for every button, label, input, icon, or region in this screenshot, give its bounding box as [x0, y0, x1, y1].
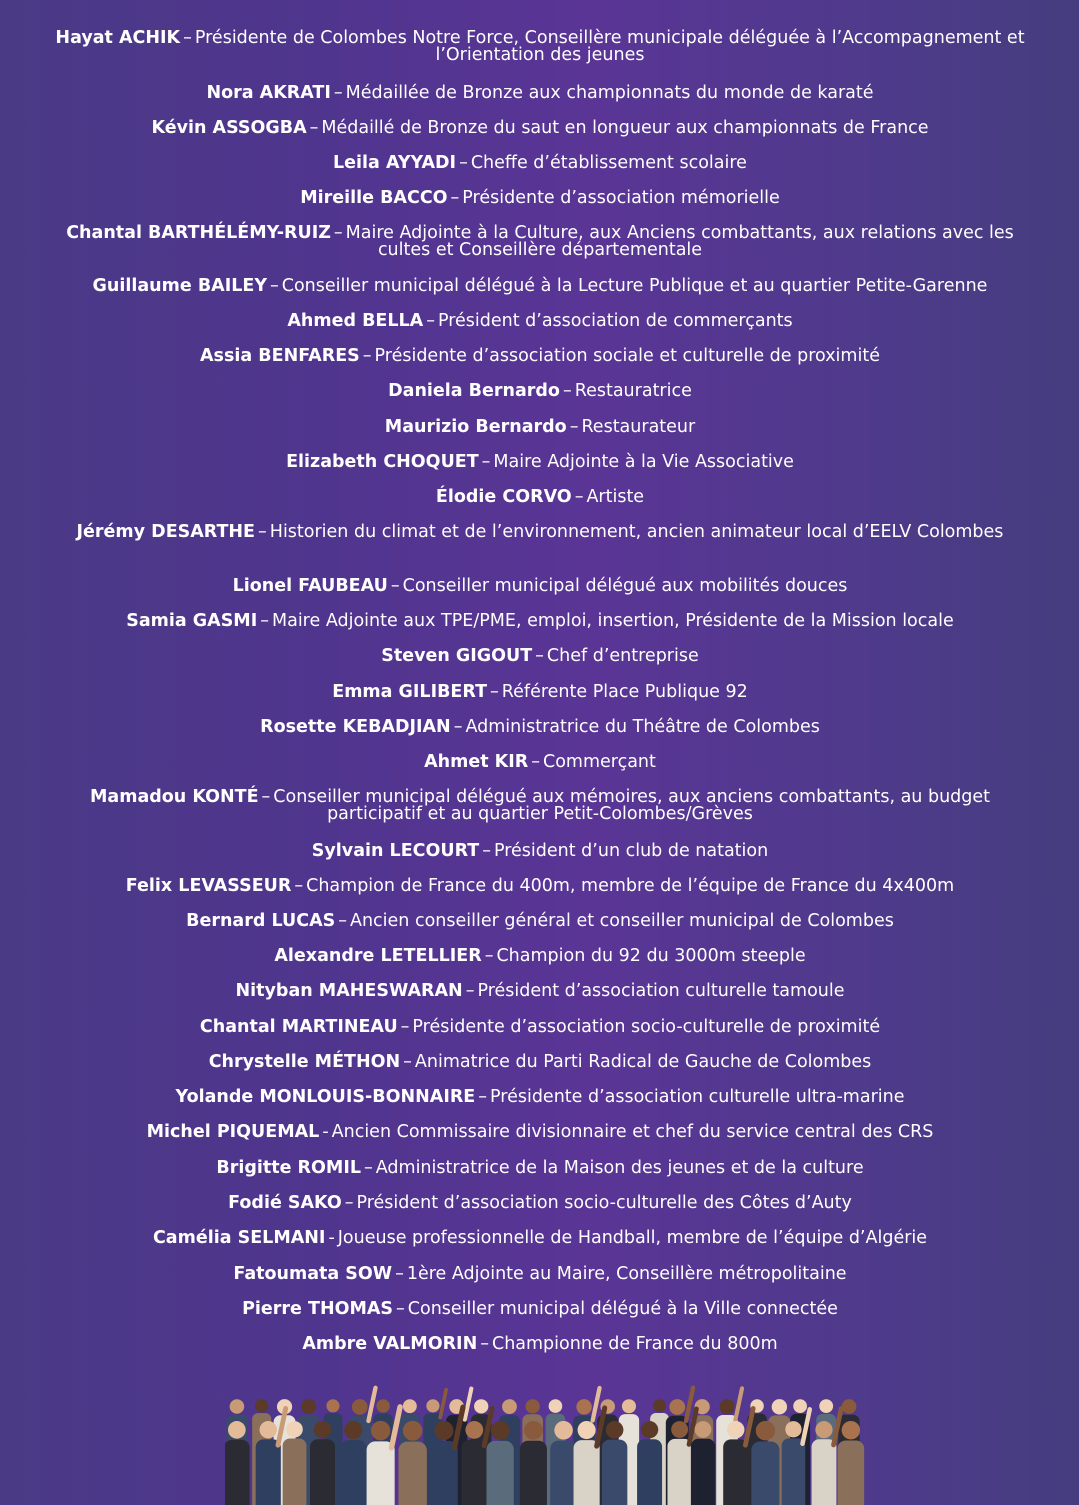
person-body-shape: [520, 1441, 547, 1505]
member-entry: [40, 489, 1040, 506]
member-name: Lionel FAUBEAU: [232, 576, 388, 596]
member-entry: [40, 120, 1040, 137]
person-head-shape: [376, 1399, 389, 1412]
member-name: Guillaume BAILEY: [92, 276, 267, 296]
member-role: Présidente d’association mémorielle: [462, 188, 780, 208]
member-role: Animatrice du Parti Radical de Gauche de Colombes: [414, 1052, 872, 1072]
member-name: Michel PIQUEMAL: [146, 1122, 320, 1142]
member-role: Référente Place Publique 92: [501, 682, 748, 702]
separator-dash: –: [574, 487, 584, 507]
member-name: Chantal BARTHÉLÉMY-RUIZ: [66, 223, 331, 243]
separator-dash: –: [258, 522, 267, 542]
member-entry: [40, 225, 1040, 259]
person-body-shape: [637, 1439, 662, 1505]
member-entry: [40, 578, 1040, 595]
raised-arm-shape: [686, 1388, 693, 1421]
separator-dash: –: [490, 682, 499, 702]
person-head-shape: [260, 1421, 277, 1438]
member-role: Restaurateur: [581, 417, 696, 437]
raised-arm-shape: [465, 1389, 472, 1420]
person-head-shape: [756, 1421, 775, 1440]
member-entry: [40, 789, 1040, 823]
member-name: Mireille BACCO: [300, 188, 448, 208]
separator-dash: –: [482, 841, 491, 861]
person-body-shape: [398, 1442, 426, 1505]
member-name: Sylvain LECOURT: [311, 841, 480, 861]
person-head-shape: [352, 1399, 368, 1415]
member-entry: [40, 1054, 1040, 1071]
person-head-shape: [255, 1399, 268, 1412]
member-entry: [40, 843, 1040, 860]
member-role: Ancien conseiller général et conseiller municipal de Colombes: [349, 911, 894, 931]
person-head-shape: [230, 1399, 245, 1414]
person-head-shape: [842, 1399, 857, 1414]
member-role: Ancien Commissaire divisionnaire et chef du service central des CRS: [331, 1122, 934, 1142]
person-body-shape: [751, 1441, 779, 1505]
member-entry: [40, 85, 1040, 102]
member-entry: [40, 1266, 1040, 1283]
member-entry: [40, 419, 1040, 436]
person-head-shape: [793, 1399, 807, 1413]
member-name: Bernard LUCAS: [186, 911, 336, 931]
member-entry: [40, 1230, 1040, 1247]
member-entry: [40, 313, 1040, 330]
person-head-shape: [606, 1421, 624, 1439]
separator-dash: –: [183, 28, 192, 48]
person-body-shape: [430, 1441, 457, 1505]
person-head-shape: [326, 1399, 339, 1412]
separator-dash: –: [562, 381, 572, 401]
member-name: Mamadou KONTÉ: [89, 787, 259, 807]
person-head-shape: [301, 1399, 316, 1414]
person-head-shape: [286, 1421, 302, 1437]
person-head-shape: [578, 1421, 596, 1439]
separator-dash: –: [450, 188, 460, 208]
person-body-shape: [256, 1439, 281, 1505]
member-name: Assia BENFARES: [200, 346, 360, 366]
member-role: Médaillé de Bronze du saut en longueur aux championnats de France: [321, 118, 929, 138]
member-name: Alexandre LETELLIER: [274, 946, 482, 966]
member-entry: [40, 719, 1040, 736]
member-role: Artiste: [586, 487, 645, 507]
member-role: Joueuse professionnelle de Handball, membre de l’équipe d’Algérie: [337, 1228, 928, 1248]
member-name: Felix LEVASSEUR: [125, 876, 292, 896]
member-role: Président d’association culturelle tamoule: [477, 981, 845, 1001]
person-head-shape: [434, 1421, 453, 1440]
member-name: Elizabeth CHOQUET: [286, 452, 479, 472]
member-role: Conseiller municipal délégué aux mobilités douces: [402, 576, 848, 596]
member-role: Président d’association de commerçants: [437, 311, 793, 331]
member-role: Administratrice de la Maison des jeunes et de la culture: [375, 1158, 864, 1178]
member-name: Pierre THOMAS: [242, 1299, 394, 1319]
member-name: Samia GASMI: [126, 611, 258, 631]
person-head-shape: [653, 1399, 666, 1412]
member-role: Champion de France du 400m, membre de l’équipe de France du 4x400m: [306, 876, 955, 896]
member-entry: [40, 524, 1040, 541]
person-body-shape: [723, 1439, 748, 1505]
raised-arm-shape: [593, 1388, 600, 1421]
person-head-shape: [622, 1399, 636, 1413]
person-body-shape: [283, 1438, 307, 1505]
raised-arm-shape: [368, 1388, 375, 1421]
member-role: Conseiller municipal délégué à la Lecture Publique et au quartier Petite-Garenne: [281, 276, 988, 296]
member-name: Rosette KEBADJIAN: [260, 717, 451, 737]
separator-dash: –: [333, 223, 343, 243]
person-head-shape: [403, 1399, 417, 1413]
raised-arm-shape: [440, 1390, 446, 1418]
person-head-shape: [554, 1421, 573, 1440]
person-body-shape: [838, 1440, 865, 1505]
member-name: Daniela Bernardo: [388, 381, 560, 401]
separator-dash: –: [481, 452, 491, 472]
person-body-shape: [812, 1439, 837, 1505]
person-body-shape: [367, 1441, 395, 1505]
person-head-shape: [727, 1421, 744, 1438]
member-entry: [40, 1019, 1040, 1036]
member-name: Chantal MARTINEAU: [199, 1017, 398, 1037]
member-entry: [40, 878, 1040, 895]
person-head-shape: [228, 1421, 246, 1439]
person-body-shape: [486, 1441, 513, 1505]
person-head-shape: [819, 1399, 833, 1413]
separator-dash: –: [344, 1193, 354, 1213]
member-role: Chef d’entreprise: [546, 646, 699, 666]
separator-dash: –: [364, 1158, 373, 1178]
member-role: Présidente d’association sociale et culturelle de proximité: [374, 346, 880, 366]
person-head-shape: [785, 1421, 801, 1437]
separator-dash: -: [328, 1228, 335, 1248]
member-name: Ahmed BELLA: [287, 311, 424, 331]
separator-dash: –: [395, 1264, 404, 1284]
raised-arm-shape: [735, 1388, 742, 1420]
member-role: Présidente d’association socio-culturelle de proximité: [412, 1017, 881, 1037]
member-entry: [40, 913, 1040, 930]
person-head-shape: [524, 1421, 543, 1440]
member-entry: [40, 1124, 1040, 1141]
person-body-shape: [667, 1439, 691, 1505]
person-head-shape: [720, 1399, 735, 1414]
separator-dash: –: [400, 1017, 410, 1037]
person-body-shape: [782, 1438, 806, 1505]
member-entry: [40, 754, 1040, 771]
person-head-shape: [465, 1421, 483, 1439]
separator-dash: –: [309, 118, 319, 138]
member-role: Historien du climat et de l’environnement, ancien animateur local d’EELV Colombes: [269, 522, 1004, 542]
person-head-shape: [403, 1421, 423, 1441]
person-head-shape: [641, 1421, 658, 1438]
separator-dash: –: [459, 153, 468, 173]
member-role: Conseiller municipal délégué aux mémoires, aux anciens combattants, au budget participatif et au quartier Petit-Colombes/Grèves: [273, 787, 991, 824]
separator-dash: –: [294, 876, 304, 896]
member-entry: [40, 1336, 1040, 1353]
separator-dash: –: [531, 752, 540, 772]
person-head-shape: [815, 1421, 832, 1438]
member-name: Chrystelle MÉTHON: [208, 1052, 401, 1072]
member-entry: [40, 684, 1040, 701]
person-body-shape: [225, 1440, 250, 1505]
person-body-shape: [691, 1439, 715, 1505]
member-entry: [40, 613, 1040, 630]
person-head-shape: [314, 1421, 331, 1438]
member-role: Administratrice du Théâtre de Colombes: [465, 717, 820, 737]
separator-dash: –: [480, 1334, 489, 1354]
member-name: Maurizio Bernardo: [384, 417, 567, 437]
person-head-shape: [371, 1421, 390, 1440]
separator-dash: –: [569, 417, 579, 437]
separator-dash: –: [396, 1299, 405, 1319]
member-name: Jérémy DESARTHE: [76, 522, 256, 542]
member-name: Steven GIGOUT: [381, 646, 533, 666]
member-entry: [40, 1195, 1040, 1212]
person-head-shape: [772, 1399, 787, 1414]
separator-dash: -: [322, 1122, 329, 1142]
person-head-shape: [669, 1399, 685, 1415]
member-name: Nityban MAHESWARAN: [235, 981, 463, 1001]
member-role: Conseiller municipal délégué à la Ville connectée: [407, 1299, 838, 1319]
member-role: Maire Adjointe à la Vie Associative: [493, 452, 794, 472]
member-role: Champion du 92 du 3000m steeple: [496, 946, 806, 966]
member-role: 1ère Adjointe au Maire, Conseillère métropolitaine: [406, 1264, 847, 1284]
member-name: Fodié SAKO: [228, 1193, 342, 1213]
member-name: Élodie CORVO: [435, 487, 572, 507]
member-role: Maire Adjointe aux TPE/PME, emploi, insertion, Présidente de la Mission locale: [272, 611, 954, 631]
member-name: Yolande MONLOUIS-BONNAIRE: [175, 1087, 476, 1107]
member-name: Emma GILIBERT: [332, 682, 488, 702]
member-name: Camélia SELMANI: [152, 1228, 326, 1248]
group-photo: [225, 1360, 865, 1505]
person-head-shape: [344, 1421, 362, 1439]
person-head-shape: [502, 1399, 517, 1414]
member-entry: [40, 983, 1040, 1000]
member-role: Restauratrice: [574, 381, 692, 401]
person-head-shape: [671, 1421, 688, 1438]
person-body-shape: [602, 1440, 627, 1505]
separator-dash: –: [484, 946, 494, 966]
member-entry: [40, 278, 1040, 295]
member-name: Hayat ACHIK: [55, 28, 181, 48]
member-entry: [40, 1301, 1040, 1318]
person-body-shape: [461, 1440, 487, 1505]
person-head-shape: [474, 1399, 488, 1413]
member-role: Médaillée de Bronze aux championnats du monde de karaté: [345, 83, 874, 103]
member-name: Leila AYYADI: [333, 153, 457, 173]
person-body-shape: [550, 1441, 577, 1505]
person-body-shape: [340, 1440, 366, 1505]
member-entry: [40, 190, 1040, 207]
person-head-shape: [491, 1421, 510, 1440]
person-head-shape: [426, 1399, 439, 1412]
separator-dash: –: [426, 311, 435, 331]
member-entry: [40, 1160, 1040, 1177]
member-entry: [40, 1089, 1040, 1106]
member-name: Ambre VALMORIN: [302, 1334, 478, 1354]
separator-dash: –: [261, 787, 271, 807]
person-body-shape: [310, 1439, 335, 1505]
member-name: Fatoumata SOW: [233, 1264, 393, 1284]
separator-dash: –: [535, 646, 544, 666]
member-role: Cheffe d’établissement scolaire: [470, 153, 747, 173]
member-name: Ahmet KIR: [424, 752, 529, 772]
person-body-shape: [574, 1440, 600, 1505]
member-name: Kévin ASSOGBA: [151, 118, 307, 138]
separator-dash: –: [333, 83, 343, 103]
member-role: Championne de France du 800m: [491, 1334, 778, 1354]
person-head-shape: [842, 1421, 860, 1439]
member-entry: [40, 648, 1040, 665]
member-entry: [40, 454, 1040, 471]
person-head-shape: [576, 1399, 591, 1414]
member-role: Présidente d’association culturelle ultra-marine: [490, 1087, 905, 1107]
member-entry: [40, 948, 1040, 965]
member-entry: [40, 30, 1040, 64]
separator-dash: –: [403, 1052, 412, 1072]
separator-dash: –: [338, 911, 347, 931]
separator-dash: –: [260, 611, 269, 631]
separator-dash: –: [465, 981, 475, 1001]
member-entry: [40, 155, 1040, 172]
member-entry: [40, 348, 1040, 365]
person-head-shape: [549, 1399, 563, 1413]
member-role: Président d’un club de natation: [493, 841, 769, 861]
member-name: Brigitte ROMIL: [216, 1158, 361, 1178]
member-role: Commerçant: [542, 752, 656, 772]
member-role: Président d’association socio-culturelle des Côtes d’Auty: [356, 1193, 852, 1213]
member-role: Présidente de Colombes Notre Force, Conseillère municipale déléguée à l’Accompagnement et l’Orientation des jeunes: [194, 28, 1025, 65]
person-head-shape: [695, 1421, 712, 1438]
member-role: Maire Adjointe à la Culture, aux Anciens combattants, aux relations avec les cultes et Conseillère départementale: [345, 223, 1014, 260]
separator-dash: –: [362, 346, 372, 366]
separator-dash: –: [270, 276, 279, 296]
member-entry: [40, 383, 1040, 400]
separator-dash: –: [453, 717, 463, 737]
separator-dash: –: [478, 1087, 488, 1107]
person-head-shape: [526, 1399, 540, 1413]
member-name: Nora AKRATI: [206, 83, 331, 103]
separator-dash: –: [390, 576, 400, 596]
